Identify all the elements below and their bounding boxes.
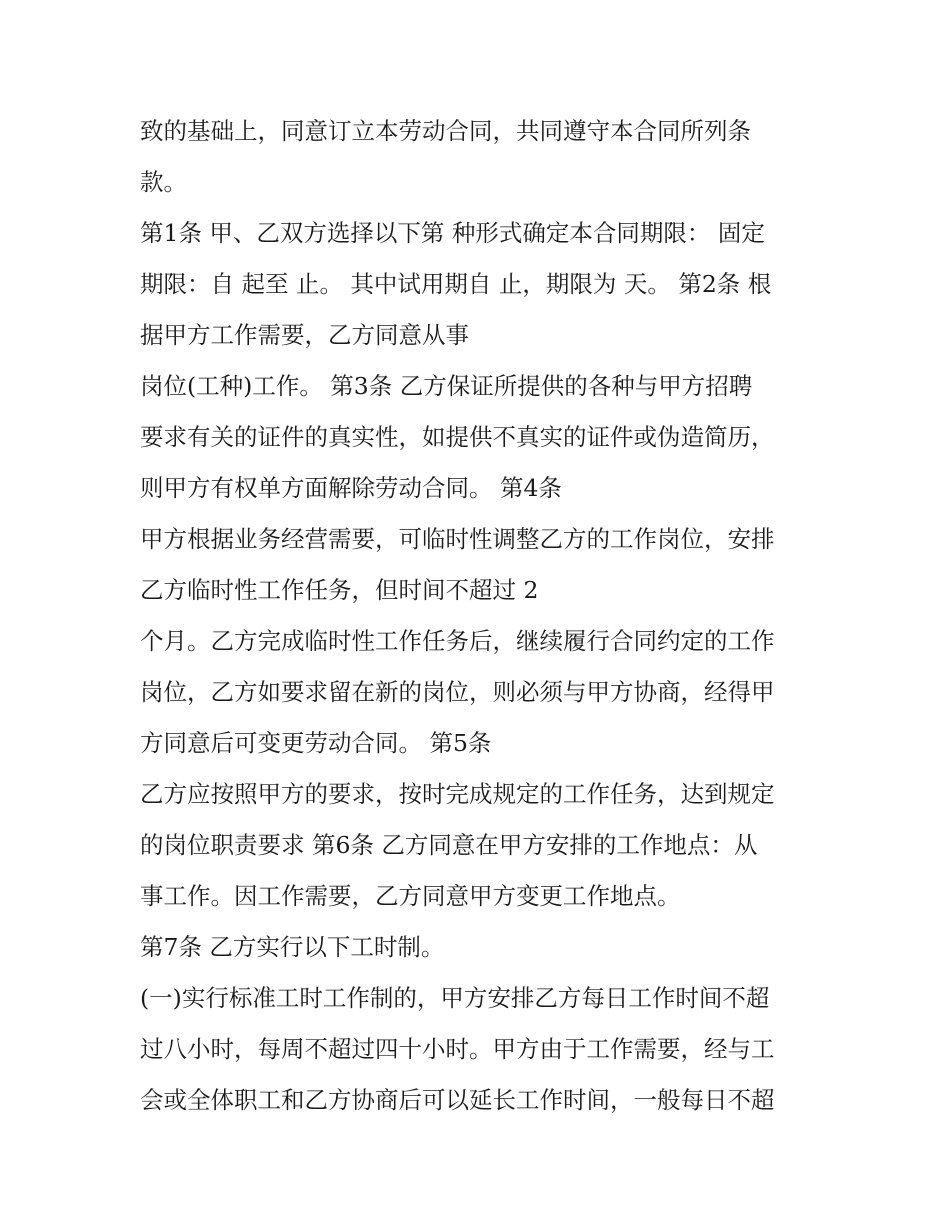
text-line: 甲方根据业务经营需要，可临时性调整乙方的工作岗位，安排 xyxy=(140,525,775,553)
contract-body-text xyxy=(140,106,820,1126)
text-line: 乙方应按照甲方的要求，按时完成规定的工作任务，达到规定 xyxy=(140,780,775,808)
text-line: 乙方临时性工作任务，但时间不超过 2 xyxy=(140,576,539,604)
text-line: 款。 xyxy=(140,168,187,196)
text-line: 过八小时，每周不超过四十小时。甲方由于工作需要，经与工 xyxy=(140,1035,775,1063)
text-line: 致的基础上，同意订立本劳动合同，共同遵守本合同所列条 xyxy=(140,117,751,145)
text-line: 期限：自 起至 止。 其中试用期自 止，期限为 天。 第2条 根 xyxy=(140,270,772,298)
text-line: 第1条 甲、乙双方选择以下第 种形式确定本合同期限： 固定 xyxy=(140,219,765,247)
text-line: 要求有关的证件的真实性，如提供不真实的证件或伪造简历， xyxy=(140,423,775,451)
text-line: 第7条 乙方实行以下工时制。 xyxy=(140,933,445,961)
text-line: (一)实行标准工时工作制的，甲方安排乙方每日工作时间不超 xyxy=(140,984,770,1012)
text-line: 则甲方有权单方面解除劳动合同。 第4条 xyxy=(140,474,562,502)
text-line: 事工作。因工作需要，乙方同意甲方变更工作地点。 xyxy=(140,882,681,910)
text-line: 的岗位职责要求 第6条 乙方同意在甲方安排的工作地点：从 xyxy=(140,831,758,859)
text-line: 会或全体职工和乙方协商后可以延长工作时间，一般每日不超 xyxy=(140,1086,775,1114)
text-line: 岗位(工种)工作。 第3条 乙方保证所提供的各种与甲方招聘 xyxy=(140,372,753,400)
text-line: 个月。乙方完成临时性工作任务后，继续履行合同约定的工作 xyxy=(140,627,775,655)
text-line: 岗位，乙方如要求留在新的岗位，则必须与甲方协商，经得甲 xyxy=(140,678,775,706)
text-line: 据甲方工作需要，乙方同意从事 xyxy=(140,321,469,349)
text-line: 方同意后可变更劳动合同。 第5条 xyxy=(140,729,492,757)
